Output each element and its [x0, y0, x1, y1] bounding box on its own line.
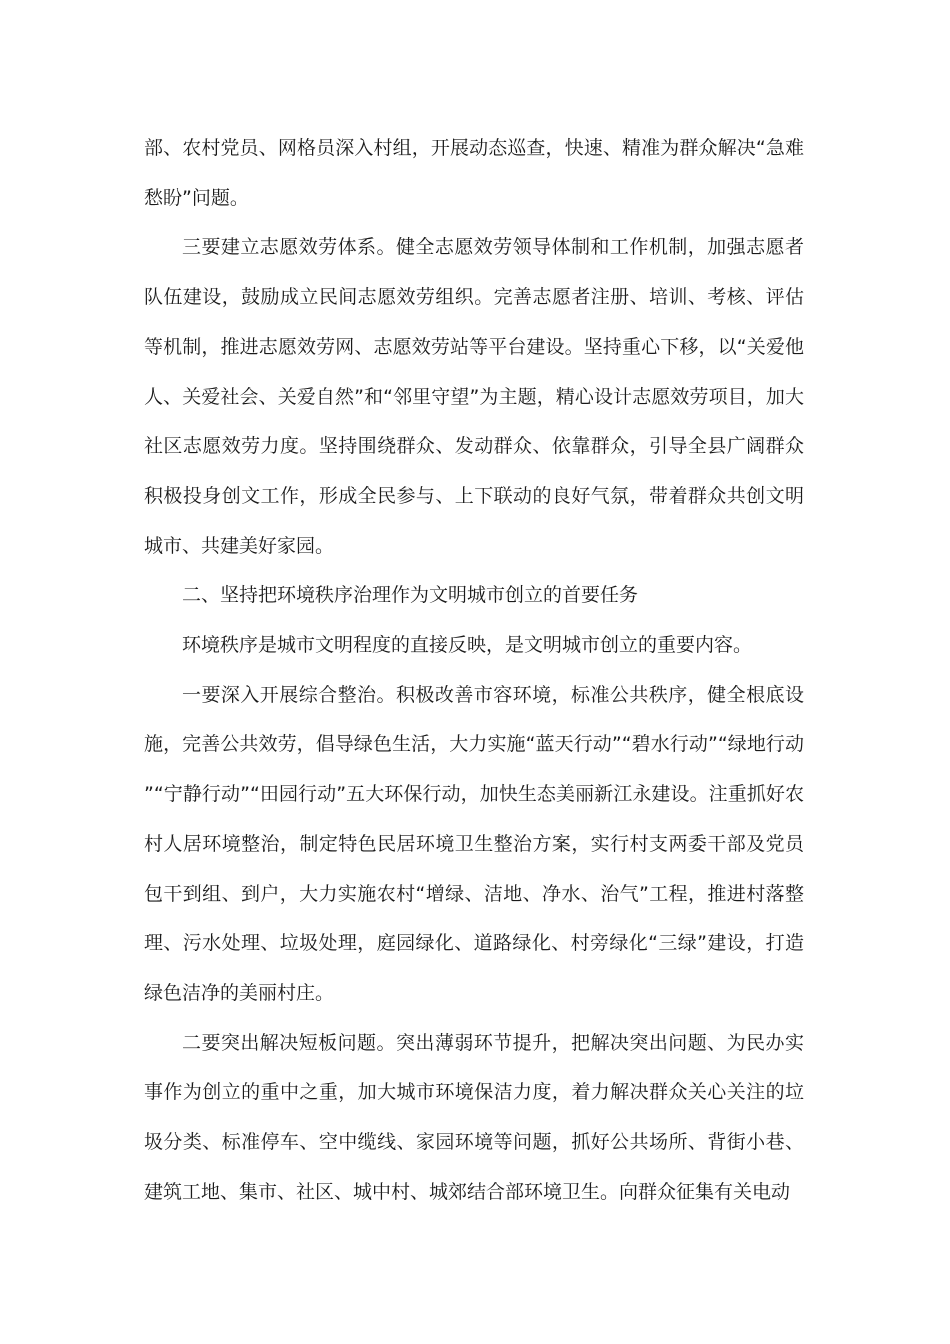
paragraph-2: 三要建立志愿效劳体系。健全志愿效劳领导体制和工作机制，加强志愿者队伍建设，鼓励成立民间志愿效劳组织。完善志愿者注册、培训、考核、评估等机制，推进志愿效劳网、志愿效劳站等平台建设。坚持重心下移，以“关爱他人、关爱社会、关爱自然”和“邻里守望”为主题，精心设计志愿效劳项目，加大社区志愿效劳力度。坚持围绕群众、发动群众、依靠群众，引导全县广阔群众积极投身创文工作，形成全民参与、上下联动的良好气氛，带着群众共创文明城市、共建美好家园。: [144, 236, 804, 557]
paragraph-5: 一要深入开展综合整治。积极改善市容环境，标准公共秩序，健全根底设施，完善公共效劳，倡导绿色生活，大力实施“蓝天行动”“碧水行动”“绿地行动”“宁静行动”“田园行动”五大环保行动，加快生态美丽新江永建设。注重抓好农村人居环境整治，制定特色民居环境卫生整治方案，实行村支两委干部及党员包干到组、到户，大力实施农村“增绿、洁地、净水、治气”工程，推进村落整理、污水处理、垃圾处理，庭园绿化、道路绿化、村旁绿化“三绿”建设，打造绿色洁净的美丽村庄。: [144, 683, 804, 1004]
paragraph-4: 环境秩序是城市文明程度的直接反映，是文明城市创立的重要内容。: [182, 634, 753, 657]
paragraph-1: 部、农村党员、网格员深入村组，开展动态巡查，快速、精准为群众解决“急难愁盼”问题。: [144, 137, 804, 209]
paragraph-6: 二要突出解决短板问题。突出薄弱环节提升，把解决突出问题、为民办实事作为创立的重中之重，加大城市环境保洁力度，着力解决群众关心关注的垃圾分类、标准停车、空中缆线、家园环境等问题，抓好公共场所、背街小巷、建筑工地、集市、社区、城中村、城郊结合部环境卫生。向群众征集有关电动: [144, 1031, 804, 1203]
document-body: [144, 124, 804, 1217]
section-heading: 二、坚持把环境秩序治理作为文明城市创立的首要任务: [182, 584, 639, 607]
